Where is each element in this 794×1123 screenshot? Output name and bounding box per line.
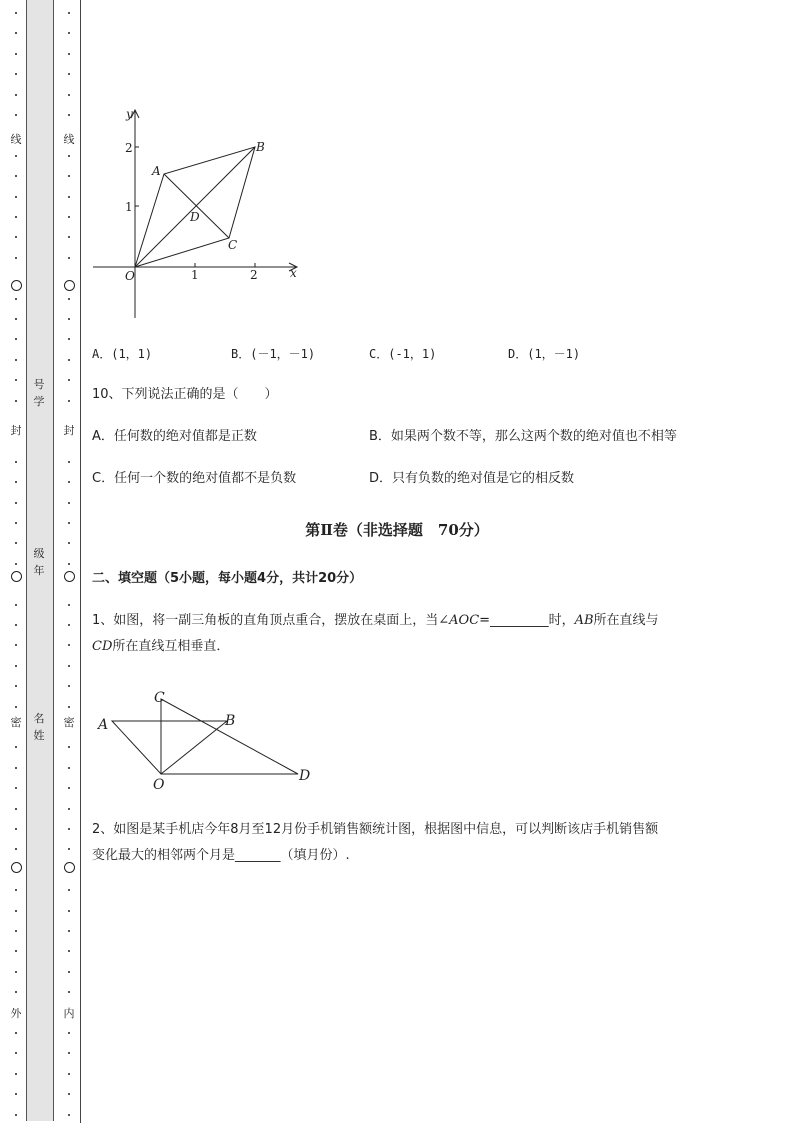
binding-dot	[15, 53, 17, 55]
binding-dot	[68, 114, 70, 116]
binding-dot	[68, 94, 70, 96]
binding-dot	[15, 563, 17, 565]
binding-dot	[68, 12, 70, 14]
inner-circle-1	[64, 280, 75, 291]
origin-label: O	[125, 269, 135, 283]
binding-dot	[68, 971, 70, 973]
q9-option-a: A．(1，1)	[92, 347, 153, 361]
q10-stem: 10、下列说法正确的是（ ）	[92, 387, 278, 402]
fig2-point-B: B	[225, 713, 236, 729]
binding-dot	[15, 889, 17, 891]
point-C-label: C	[228, 238, 238, 252]
binding-dot	[68, 706, 70, 708]
binding-dot	[68, 155, 70, 157]
binding-dot	[15, 400, 17, 402]
binding-dot	[15, 665, 17, 667]
outer-mark-outside: 外	[6, 1007, 26, 1021]
field-grade: 级年	[33, 547, 45, 577]
y-axis-label: y	[126, 107, 133, 121]
binding-dot	[15, 257, 17, 259]
binding-dot	[15, 175, 17, 177]
binding-dot	[68, 808, 70, 810]
binding-dot	[68, 236, 70, 238]
binding-dot	[15, 706, 17, 708]
binding-dot	[15, 624, 17, 626]
field-student-number: 号学	[33, 378, 45, 408]
binding-dot	[68, 359, 70, 361]
binding-dot	[15, 971, 17, 973]
binding-dot	[15, 359, 17, 361]
q1-line-cd: CD	[92, 639, 113, 654]
binding-dot	[68, 461, 70, 463]
binding-dot	[68, 604, 70, 606]
binding-dot	[15, 746, 17, 748]
binding-dot	[15, 196, 17, 198]
binding-dot	[15, 73, 17, 75]
binding-dot	[68, 481, 70, 483]
inner-circle-3	[64, 862, 75, 873]
binding-dot	[15, 1114, 17, 1116]
y-tick-label-2: 2	[125, 141, 133, 155]
margin-border-line	[80, 0, 81, 1123]
binding-dot	[15, 828, 17, 830]
binding-dot	[68, 338, 70, 340]
outer-dot-column	[6, 0, 26, 1123]
binding-dot	[15, 604, 17, 606]
binding-dot	[15, 155, 17, 157]
binding-dot	[68, 930, 70, 932]
q1-line1	[92, 612, 659, 630]
q10-option-b: B．如果两个数不等，那么这两个数的绝对值也不相等	[369, 429, 677, 444]
q9-option-d: D．(1，－1)	[508, 347, 581, 361]
point-A-label: A	[152, 164, 161, 178]
outer-circle-3	[11, 862, 22, 873]
q1-line-ab: AB	[574, 613, 594, 628]
binding-dot	[68, 787, 70, 789]
binding-dot	[15, 1032, 17, 1034]
triangle-COD	[161, 699, 298, 774]
binding-dot	[68, 400, 70, 402]
q1-line2-text: 所在直线互相垂直．	[112, 639, 230, 654]
binding-dot	[15, 94, 17, 96]
inner-dot-column	[59, 0, 79, 1123]
binding-dot	[68, 32, 70, 34]
binding-dot	[68, 216, 70, 218]
binding-dot	[68, 767, 70, 769]
inner-mark-secret: 密	[59, 716, 79, 730]
outer-circle-2	[11, 571, 22, 582]
part2-title: 第Ⅱ卷（非选择题 70分）	[305, 521, 489, 539]
binding-dot	[15, 991, 17, 993]
inner-mark-line: 线	[59, 133, 79, 147]
q9-option-c: C．(-1，1)	[369, 347, 437, 361]
binding-dot	[68, 644, 70, 646]
binding-dot	[68, 828, 70, 830]
q10-option-c: C．任何一个数的绝对值都不是负数	[92, 471, 297, 486]
binding-dot	[68, 196, 70, 198]
binding-dot	[15, 32, 17, 34]
binding-dot	[15, 848, 17, 850]
binding-dot	[15, 236, 17, 238]
binding-dot	[15, 1052, 17, 1054]
binding-dot	[15, 379, 17, 381]
binding-dot	[68, 624, 70, 626]
fig2-point-C: C	[154, 690, 165, 706]
fig2-point-D: D	[299, 768, 311, 784]
point-D-label: D	[190, 210, 200, 224]
q2-line2: 变化最大的相邻两个月是_______（填月份）.	[92, 848, 350, 863]
binding-dot	[68, 502, 70, 504]
coordinate-figure	[88, 104, 308, 329]
binding-dot	[68, 257, 70, 259]
binding-dot	[68, 73, 70, 75]
binding-dot	[15, 542, 17, 544]
binding-dot	[68, 1032, 70, 1034]
binding-dot	[68, 298, 70, 300]
q2-line1: 2、如图是某手机店今年8月至12月份手机销售额统计图，根据图中信息，可以判断该店手机销售额	[92, 822, 659, 837]
binding-dot	[15, 1093, 17, 1095]
binding-dot	[68, 379, 70, 381]
binding-dot	[15, 644, 17, 646]
outer-circle-1	[11, 280, 22, 291]
binding-dot	[15, 787, 17, 789]
outer-mark-secret: 密	[6, 716, 26, 730]
binding-dot	[15, 685, 17, 687]
binding-dot	[15, 114, 17, 116]
binding-dot	[15, 481, 17, 483]
binding-dot	[15, 1073, 17, 1075]
q9-option-b: B．(－1，－1)	[231, 347, 316, 361]
inner-mark-inside: 内	[59, 1007, 79, 1021]
q10-option-a: A．任何数的绝对值都是正数	[92, 429, 257, 444]
binding-dot	[15, 216, 17, 218]
binding-dot	[15, 930, 17, 932]
binding-dot	[15, 298, 17, 300]
binding-dot	[68, 53, 70, 55]
binding-dot	[68, 1052, 70, 1054]
binding-dot	[15, 767, 17, 769]
binding-dot	[15, 338, 17, 340]
outer-mark-line: 线	[6, 133, 26, 147]
binding-dot	[68, 563, 70, 565]
section-fill-in-heading: 二、填空题（5小题，每小题4分，共计20分）	[92, 571, 363, 586]
q1-text-post: 所在直线与	[593, 613, 659, 628]
q1-text-pre: 1、如图，将一副三角板的直角顶点重合，摆放在桌面上，当	[92, 613, 439, 628]
point-B-label: B	[256, 140, 265, 154]
y-tick-label-1: 1	[125, 200, 133, 214]
binding-dot	[68, 1114, 70, 1116]
triangle-AOB	[112, 721, 227, 774]
x-tick-label-2: 2	[250, 268, 258, 282]
x-axis-label: x	[290, 266, 297, 280]
binding-dot	[15, 502, 17, 504]
x-tick-label-1: 1	[191, 268, 199, 282]
binding-dot	[68, 746, 70, 748]
field-name: 名姓	[33, 712, 45, 742]
binding-dot	[68, 1073, 70, 1075]
binding-dot	[68, 175, 70, 177]
binding-dot	[15, 461, 17, 463]
inner-mark-seal: 封	[59, 424, 79, 438]
binding-dot	[68, 991, 70, 993]
q10-option-d: D．只有负数的绝对值是它的相反数	[369, 471, 575, 486]
fig2-point-O: O	[153, 777, 165, 793]
binding-dot	[68, 318, 70, 320]
binding-dot	[15, 808, 17, 810]
q1-blank: =_________时，	[479, 613, 575, 628]
binding-dot	[68, 889, 70, 891]
binding-dot	[68, 685, 70, 687]
binding-dot	[15, 950, 17, 952]
binding-dot	[68, 665, 70, 667]
binding-dot	[15, 12, 17, 14]
binding-dot	[15, 910, 17, 912]
binding-dot	[68, 950, 70, 952]
binding-dot	[68, 1093, 70, 1095]
triangle-figure	[92, 686, 322, 796]
q1-line2	[92, 638, 229, 656]
binding-dot	[68, 910, 70, 912]
fig2-point-A: A	[98, 717, 109, 733]
outer-mark-seal: 封	[6, 424, 26, 438]
inner-circle-2	[64, 571, 75, 582]
binding-dot	[68, 542, 70, 544]
binding-dot	[15, 318, 17, 320]
q1-angle: ∠AOC	[438, 613, 480, 628]
binding-margin	[0, 0, 82, 1123]
binding-dot	[68, 848, 70, 850]
